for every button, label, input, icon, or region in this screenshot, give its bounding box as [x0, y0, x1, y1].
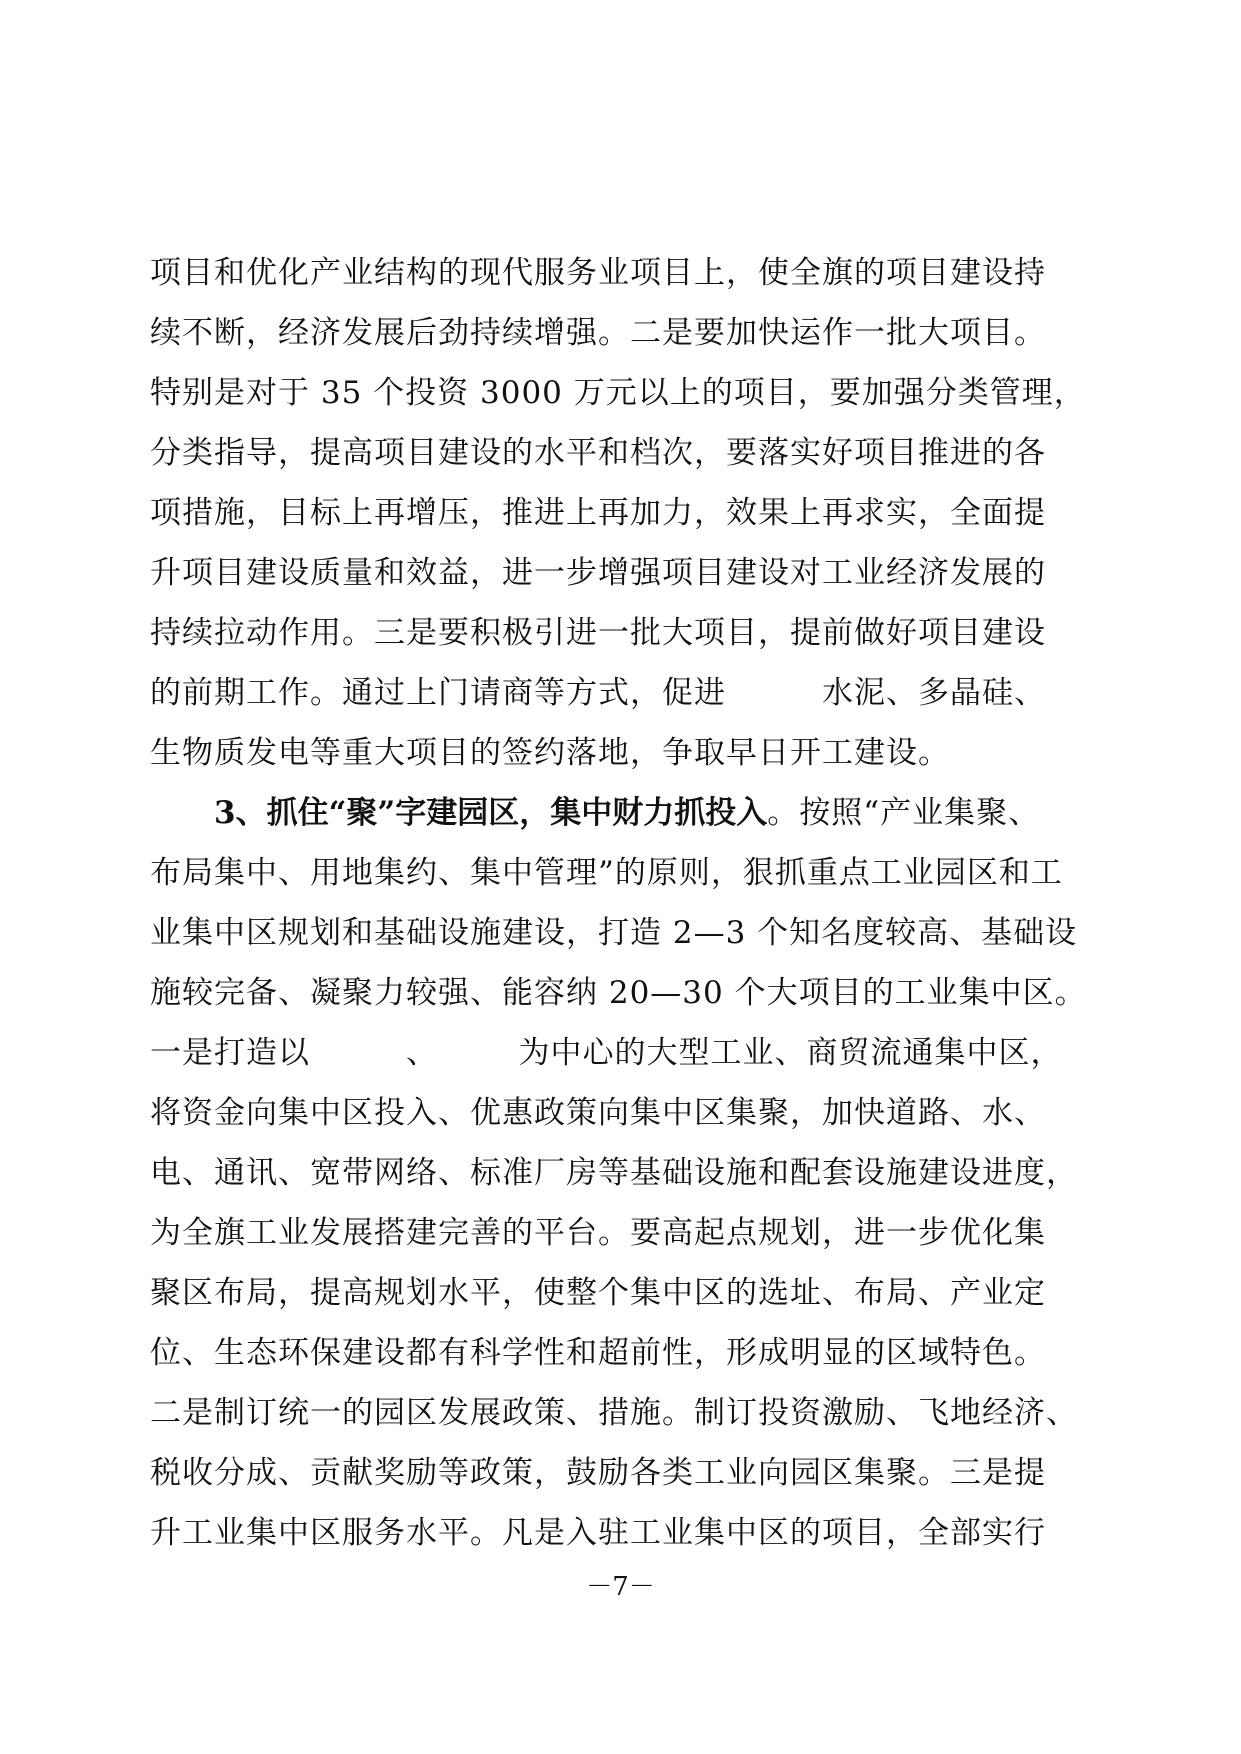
text-line: 为全旗工业发展搭建完善的平台。要高起点规划，进一步优化集 [150, 1215, 1046, 1251]
text-line: 续不断，经济发展后劲持续增强。二是要加快运作一批大项目。 [150, 315, 1046, 351]
text-line: 聚区布局，提高规划水平，使整个集中区的选址、布局、产业定 [150, 1275, 1046, 1311]
text-line: 电、通讯、宽带网络、标准厂房等基础设施和配套设施建设进度， [150, 1155, 1078, 1191]
section-3-first-line [150, 783, 1090, 843]
text-line: 项目和优化产业结构的现代服务业项目上，使全旗的项目建设持 [150, 255, 1046, 291]
text-line: 升工业集中区服务水平。凡是入驻工业集中区的项目，全部实行 [150, 1515, 1046, 1551]
text-line: 一是打造以 、 为中心的大型工业、商贸流通集中区， [150, 1035, 1063, 1071]
page-number: －7－ [586, 1572, 655, 1602]
text-line: 业集中区规划和基础设施建设，打造 2—3 个知名度较高、基础设 [150, 915, 1078, 951]
text-line: 将资金向集中区投入、优惠政策向集中区集聚，加快道路、水、 [150, 1095, 1046, 1131]
text-line: 位、生态环保建设都有科学性和超前性，形成明显的区域特色。 [150, 1335, 1046, 1371]
text-line: 布局集中、用地集约、集中管理”的原则，狠抓重点工业园区和工 [150, 855, 1063, 891]
section-3-intro-text: 。按照“产业集聚、 [767, 795, 1041, 831]
section-3-heading: 3、抓住“聚”字建园区，集中财力抓投入 [214, 795, 768, 831]
text-line: 分类指导，提高项目建设的水平和档次，要落实好项目推进的各 [150, 435, 1046, 471]
text-line: 的前期工作。通过上门请商等方式，促进 水泥、多晶硅、 [150, 675, 1046, 711]
text-line: 二是制订统一的园区发展政策、措施。制订投资激励、飞地经济、 [150, 1395, 1078, 1431]
text-line: 生物质发电等重大项目的签约落地，争取早日开工建设。 [150, 735, 950, 771]
text-line: 税收分成、贡献奖励等政策，鼓励各类工业向园区集聚。三是提 [150, 1455, 1046, 1491]
document-body [150, 243, 1090, 1563]
text-line: 升项目建设质量和效益，进一步增强项目建设对工业经济发展的 [150, 555, 1046, 591]
text-line: 项措施，目标上再增压，推进上再加力，效果上再求实，全面提 [150, 495, 1046, 531]
text-line: 持续拉动作用。三是要积极引进一批大项目，提前做好项目建设 [150, 615, 1046, 651]
text-line: 施较完备、凝聚力较强、能容纳 20—30 个大项目的工业集中区。 [150, 975, 1087, 1011]
text-line: 特别是对于 35 个投资 3000 万元以上的项目，要加强分类管理， [150, 375, 1086, 411]
